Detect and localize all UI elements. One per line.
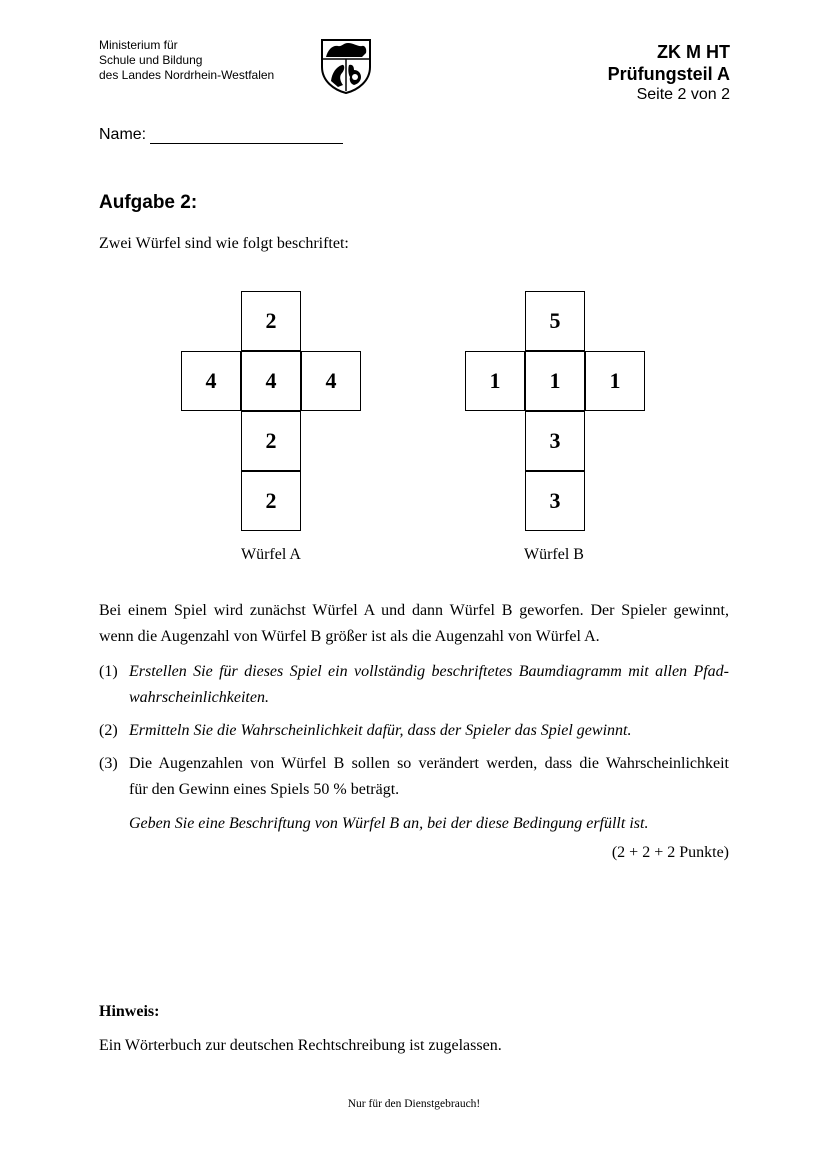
item-number: (3) xyxy=(99,755,118,772)
ministry-name xyxy=(99,38,274,83)
exam-part: Prüfungsteil A xyxy=(607,64,730,84)
item-text-line: Die Augenzahlen von Würfel B sollen so verändert werden, dass die Wahrscheinlichkeit xyxy=(129,755,729,772)
hint-title: Hinweis: xyxy=(99,1003,160,1020)
points-summary: (2 + 2 + 2 Punkte) xyxy=(611,844,729,861)
item-number: (2) xyxy=(99,722,118,739)
nrw-coat-of-arms-icon xyxy=(318,37,374,95)
game-description-line-2: wenn die Augenzahl von Würfel B größer ist als die Augenzahl von Würfel A. xyxy=(99,628,600,645)
game-description-line-1: Bei einem Spiel wird zunächst Würfel A und dann Würfel B geworfen. Der Spieler gewinnt, xyxy=(99,602,729,619)
exam-code: ZK M HT xyxy=(657,42,730,62)
name-blank-line[interactable] xyxy=(150,126,343,144)
dice-a-face-left: 4 xyxy=(181,351,241,411)
item-text-line: Erstellen Sie für dieses Spiel ein vollständig beschriftetes Baumdiagramm mit allen Pfad- xyxy=(129,663,729,680)
task-intro: Zwei Würfel sind wie folgt beschriftet: xyxy=(99,235,349,252)
item-text-line: Ermitteln Sie die Wahrscheinlichkeit dafür, dass der Spieler das Spiel gewinnt. xyxy=(129,722,632,739)
dice-b-net xyxy=(465,291,646,532)
name-label: Name: xyxy=(99,126,147,143)
footer-note: Nur für den Dienstgebrauch! xyxy=(347,1098,481,1110)
name-field xyxy=(99,126,343,144)
dice-a-face-below1: 2 xyxy=(241,411,301,471)
dice-b-face-below1: 3 xyxy=(525,411,585,471)
hint-text: Ein Wörterbuch zur deutschen Rechtschreibung ist zugelassen. xyxy=(99,1037,502,1054)
dice-b-label: Würfel B xyxy=(524,546,584,563)
task-item-2 xyxy=(99,718,729,744)
task-item-1 xyxy=(99,659,729,711)
dice-a-net xyxy=(181,291,362,532)
dice-a-face-center: 4 xyxy=(241,351,301,411)
page-info: Seite 2 von 2 xyxy=(636,86,730,103)
item-text-line: Geben Sie eine Beschriftung von Würfel B an, bei der diese Bedingung erfüllt ist. xyxy=(129,815,649,832)
dice-b-face-left: 1 xyxy=(465,351,525,411)
ministry-line: Ministerium für xyxy=(99,38,178,52)
ministry-line: Schule und Bildung xyxy=(99,53,203,67)
dice-b-face-center: 1 xyxy=(525,351,585,411)
task-item-3 xyxy=(99,751,729,837)
dice-a-label: Würfel A xyxy=(241,546,301,563)
dice-a-face-right: 4 xyxy=(301,351,361,411)
dice-b-face-below2: 3 xyxy=(525,471,585,531)
item-number: (1) xyxy=(99,663,118,680)
dice-b-face-right: 1 xyxy=(585,351,645,411)
item-text-line: wahrscheinlichkeiten. xyxy=(129,689,269,706)
dice-b-face-top: 5 xyxy=(525,291,585,351)
dice-a-face-below2: 2 xyxy=(241,471,301,531)
dice-a-face-top: 2 xyxy=(241,291,301,351)
item-text-line: für den Gewinn eines Spiels 50 % beträgt. xyxy=(129,781,400,798)
task-title: Aufgabe 2: xyxy=(99,192,198,213)
ministry-line: des Landes Nordrhein-Westfalen xyxy=(99,68,275,82)
exam-header xyxy=(608,41,730,105)
